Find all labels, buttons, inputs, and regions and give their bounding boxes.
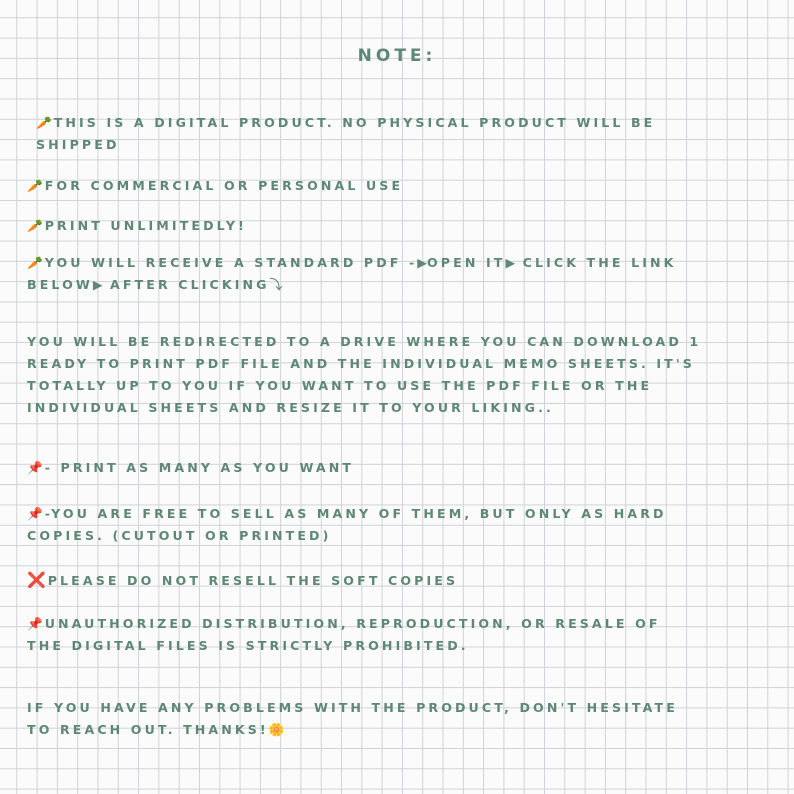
commercial-use-text: FOR COMMERCIAL OR PERSONAL USE xyxy=(44,178,404,193)
note-redirect: YOU WILL BE REDIRECTED TO A DRIVE WHERE YOU CAN DOWNLOAD 1 READY TO PRINT PDF FILE AND THE INDIVIDUAL MEMO SHEETS. IT'S TOTALLY UP TO YOU IF YOU WANT TO USE THE PDF FILE OR THE INDIVIDUAL SHEETS AND RESIZE IT TO YOUR LIKING.. xyxy=(27,334,702,415)
carrot-icon: 🥕 xyxy=(36,115,52,130)
note-print-unlimited xyxy=(27,215,702,237)
curved-arrow-icon: ⤵ xyxy=(269,277,283,292)
no-resell-text: PLEASE DO NOT RESELL THE SOFT COPIES xyxy=(47,573,459,588)
unauthorized-text: UNAUTHORIZED DISTRIBUTION, REPRODUCTION, OR RESALE OF THE DIGITAL FILES IS STRICTLY PROHIBITED. xyxy=(27,616,661,653)
carrot-icon: 🥕 xyxy=(27,218,43,233)
note-print-many xyxy=(27,457,702,479)
pushpin-icon: 📌 xyxy=(27,460,43,475)
receive-pdf-text-d: AFTER CLICKING xyxy=(102,277,270,292)
note-title: NOTE: xyxy=(357,46,437,66)
play-arrow-icon: ▶ xyxy=(92,277,103,292)
note-receive-pdf xyxy=(27,252,702,296)
note-no-resell xyxy=(27,569,702,592)
note-reach-out xyxy=(27,697,702,741)
free-to-sell-text: -YOU ARE FREE TO SELL AS MANY OF THEM, BUT ONLY AS HARD COPIES. (CUTOUT OR PRINTED) xyxy=(27,506,667,543)
pushpin-icon: 📌 xyxy=(27,616,43,631)
reach-out-text: IF YOU HAVE ANY PROBLEMS WITH THE PRODUCT, DON'T HESITATE TO REACH OUT. THANKS! xyxy=(27,700,678,737)
print-unlimited-text: PRINT UNLIMITEDLY! xyxy=(44,218,247,233)
carrot-icon: 🥕 xyxy=(27,255,43,270)
receive-pdf-text-b: OPEN IT xyxy=(426,255,506,270)
note-unauthorized xyxy=(27,613,702,657)
print-many-text: - PRINT AS MANY AS YOU WANT xyxy=(44,460,355,475)
note-commercial-use xyxy=(27,175,702,197)
digital-product-text: THIS IS A DIGITAL PRODUCT. NO PHYSICAL PRODUCT WILL BE SHIPPED xyxy=(36,115,656,152)
receive-pdf-text-a: YOU WILL RECEIVE A STANDARD PDF - xyxy=(44,255,418,270)
carrot-icon: 🥕 xyxy=(27,178,43,193)
cross-icon: ❌ xyxy=(27,571,46,589)
pushpin-icon: 📌 xyxy=(27,506,43,521)
note-digital-product xyxy=(36,112,711,156)
receive-pdf-text-c: CLICK THE LINK BELOW xyxy=(27,255,677,292)
flower-icon: 🌼 xyxy=(268,722,285,737)
note-free-to-sell xyxy=(27,503,702,547)
play-arrow-icon: ▶ xyxy=(505,255,516,270)
play-arrow-icon: ▶ xyxy=(417,255,427,270)
